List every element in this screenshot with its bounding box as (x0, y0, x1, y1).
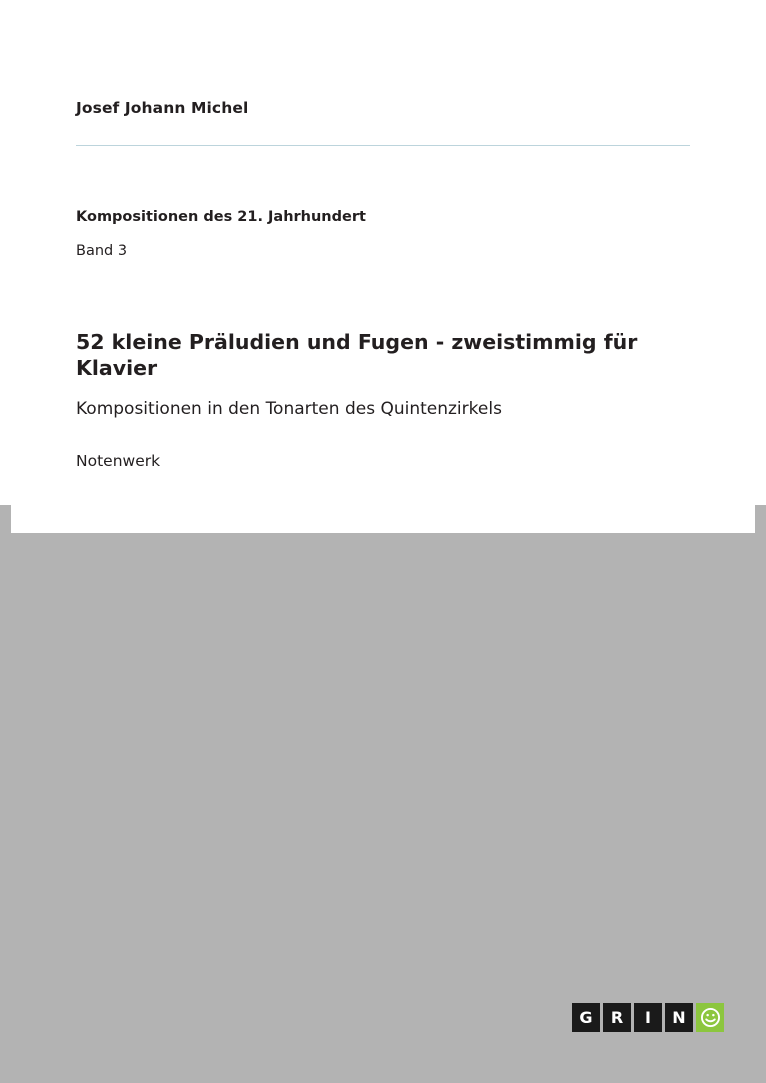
header-divider (76, 145, 690, 146)
document-type: Notenwerk (76, 452, 161, 470)
cover-lower-panel (0, 533, 766, 1083)
grin-publisher-logo (572, 1003, 724, 1032)
lower-panel-right-notch (755, 505, 766, 533)
series-title: Kompositionen des 21. Jahrhundert (76, 209, 366, 225)
lower-panel-left-notch (0, 505, 11, 533)
smiley-icon (696, 1003, 724, 1032)
book-title: 52 kleine Präludien und Fugen - zweistimmig für Klavier (76, 330, 638, 380)
logo-letter-r: R (603, 1003, 631, 1032)
logo-letter-n: N (665, 1003, 693, 1032)
author-name: Josef Johann Michel (76, 99, 249, 117)
logo-letter-i: I (634, 1003, 662, 1032)
logo-letter-g: G (572, 1003, 600, 1032)
volume-number: Band 3 (76, 243, 128, 259)
book-subtitle: Kompositionen in den Tonarten des Quintenzirkels (76, 399, 502, 419)
cover-upper-panel (0, 0, 766, 533)
